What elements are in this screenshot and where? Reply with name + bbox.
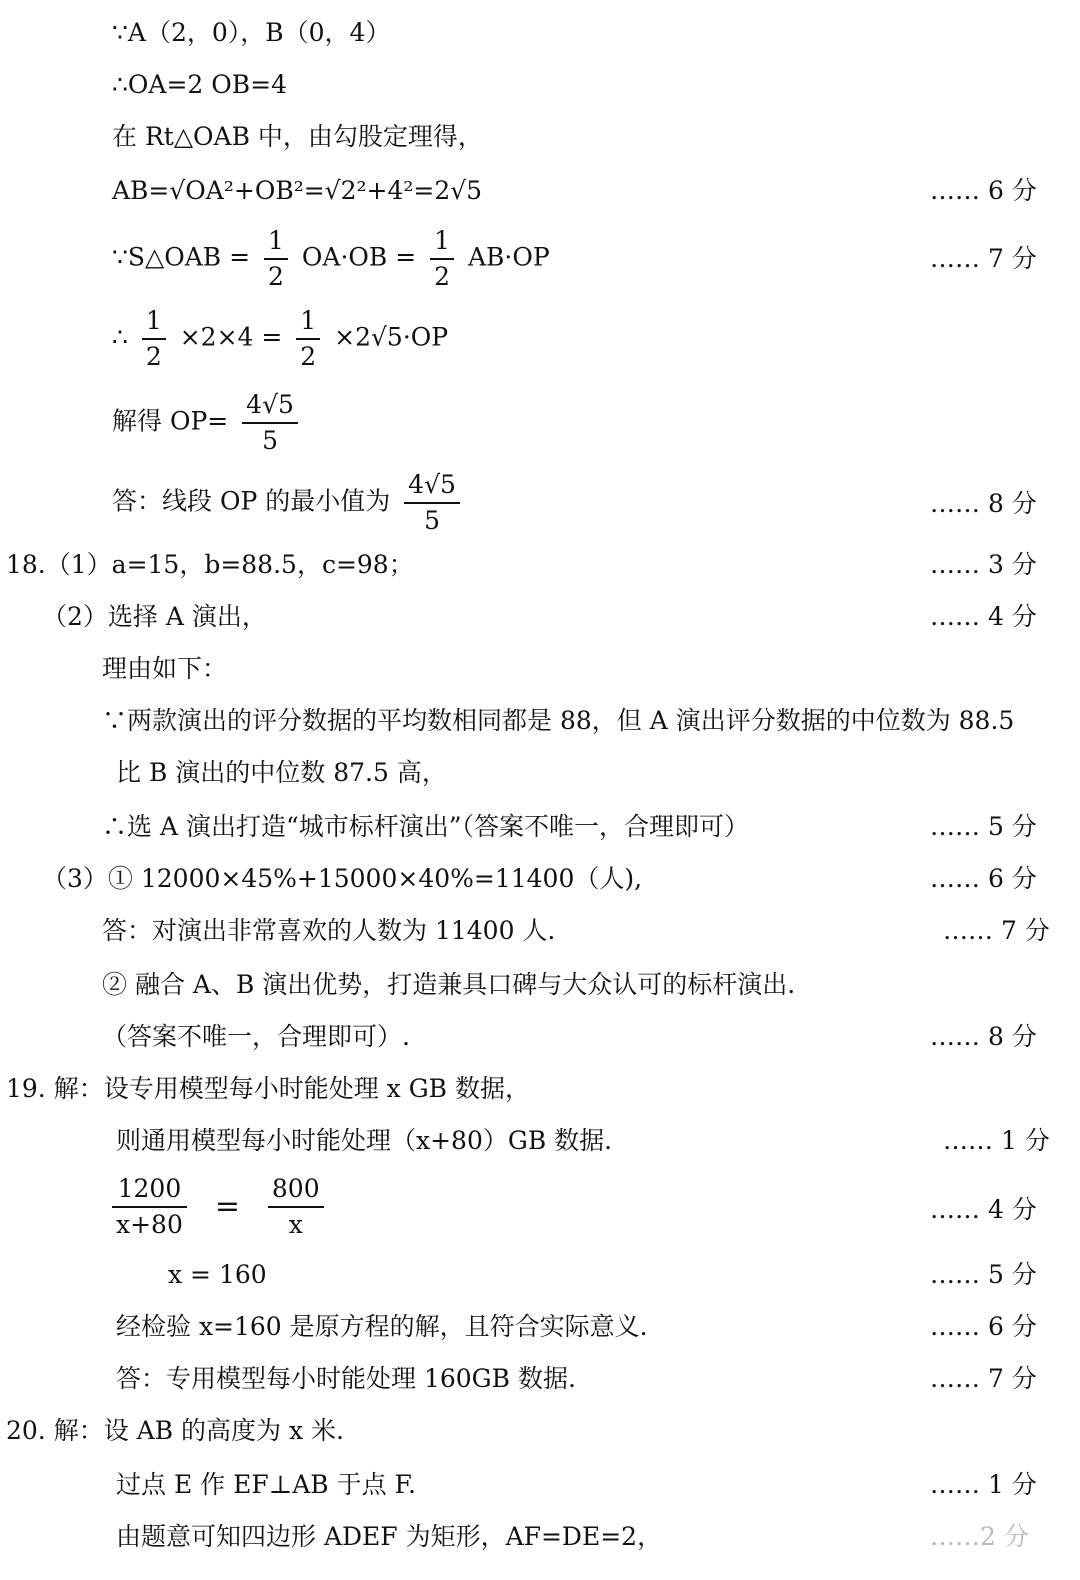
line-given-points: ∵A（2，0），B（0，4）: [112, 18, 391, 47]
fraction-num: 1: [264, 226, 288, 260]
line-oa-ob: ∴OA=2 OB=4: [112, 70, 287, 99]
score-3: …… 3 分: [930, 550, 1037, 579]
fraction-op: [242, 390, 298, 456]
fraction-num: 1: [296, 306, 320, 340]
score-4: …… 4 分: [930, 602, 1037, 631]
q18-part3-calc: （3）① 12000×45%+15000×40%=11400（人),: [42, 864, 643, 893]
fraction-num: 800: [268, 1174, 324, 1208]
score-7: …… 7 分: [943, 916, 1050, 945]
score-2: ……2 分: [930, 1522, 1029, 1551]
line-answer-op-min: [112, 470, 466, 536]
fraction-half: [264, 226, 288, 292]
q18-reason-1: ∵两款演出的评分数据的平均数相同都是 88，但 A 演出评分数据的中位数为 88.5: [102, 706, 1015, 735]
fraction-den: 2: [300, 342, 317, 371]
score-6: …… 6 分: [930, 864, 1037, 893]
q18-part3-note: （答案不唯一，合理即可）.: [102, 1022, 410, 1051]
q19-setup: 19. 解：设专用模型每小时能处理 x GB 数据，: [6, 1074, 530, 1103]
fraction-den: 2: [434, 262, 451, 291]
q18-reason-2: 比 B 演出的中位数 87.5 高，: [116, 758, 447, 787]
area-suffix: AB·OP: [467, 242, 550, 272]
q19-answer: 答：专用模型每小时能处理 160GB 数据.: [116, 1364, 576, 1393]
score-6: …… 6 分: [930, 176, 1037, 205]
solve-prefix: 解得 OP=: [112, 406, 229, 436]
q18-part3-answer: 答：对演出非常喜欢的人数为 11400 人.: [102, 916, 556, 945]
fraction-den: 2: [145, 342, 162, 371]
q18-part1: 18.（1）a=15，b=88.5，c=98；: [6, 550, 414, 579]
q19-solution: x = 160: [168, 1260, 267, 1289]
score-4: …… 4 分: [930, 1195, 1037, 1224]
q18-conclusion: ∴选 A 演出打造“城市标杆演出”（答案不唯一，合理即可）: [102, 812, 750, 841]
q20-construct: 过点 E 作 EF⊥AB 于点 F.: [116, 1470, 416, 1499]
fraction-den: 5: [424, 506, 440, 535]
fraction-num: 4√5: [242, 390, 298, 424]
score-6: …… 6 分: [930, 1312, 1037, 1341]
subst-suffix: ×2√5·OP: [334, 322, 449, 352]
fraction-op: [404, 470, 460, 536]
line-substitution: [112, 306, 448, 372]
fraction-den: x+80: [116, 1210, 183, 1239]
score-8: …… 8 分: [930, 489, 1037, 518]
area-mid: OA·OB =: [301, 242, 417, 272]
q18-part3-suggestion: ② 融合 A、B 演出优势，打造兼具口碑与大众认可的标杆演出.: [102, 970, 796, 999]
subst-mid: ×2×4 =: [179, 322, 283, 352]
score-7: …… 7 分: [930, 244, 1037, 273]
equals-sign: =: [214, 1189, 240, 1224]
fraction-den: 2: [268, 262, 284, 291]
fraction-num: 1: [430, 226, 454, 260]
fraction-half: [296, 306, 320, 372]
area-prefix: ∵S△OAB =: [112, 242, 251, 272]
score-1: …… 1 分: [943, 1126, 1050, 1155]
fraction-den: 5: [262, 426, 278, 455]
line-area-equation: [112, 226, 550, 292]
answer-prefix: 答：线段 OP 的最小值为: [112, 486, 391, 516]
line-solve-op: [112, 390, 304, 456]
score-8: …… 8 分: [930, 1022, 1037, 1051]
fraction-den: x: [288, 1210, 303, 1239]
line-pythagoras-intro: 在 Rt△OAB 中，由勾股定理得，: [112, 122, 483, 151]
q19-equation: [106, 1174, 330, 1240]
fraction-half: [430, 226, 454, 292]
subst-prefix: ∴: [112, 322, 128, 352]
line-ab-length: AB=√OA²+OB²=√2²+4²=2√5: [112, 176, 483, 205]
q18-reason-intro: 理由如下：: [102, 654, 228, 683]
q20-setup: 20. 解：设 AB 的高度为 x 米.: [6, 1416, 344, 1445]
score-5: …… 5 分: [930, 1260, 1037, 1289]
score-1: …… 1 分: [930, 1470, 1037, 1499]
score-7: …… 7 分: [930, 1364, 1037, 1393]
q20-rectangle: 由题意可知四边形 ADEF 为矩形，AF=DE=2，: [116, 1522, 663, 1551]
fraction-right: [268, 1174, 324, 1240]
fraction-num: 1200: [112, 1174, 187, 1208]
fraction-half: [142, 306, 166, 372]
fraction-left: [112, 1174, 187, 1240]
q18-part2: （2）选择 A 演出，: [42, 602, 267, 631]
fraction-num: 1: [142, 306, 166, 340]
q19-check: 经检验 x=160 是原方程的解，且符合实际意义.: [116, 1312, 648, 1341]
fraction-num: 4√5: [404, 470, 460, 504]
score-5: …… 5 分: [930, 812, 1037, 841]
q19-setup-2: 则通用模型每小时能处理（x+80）GB 数据.: [116, 1126, 613, 1155]
